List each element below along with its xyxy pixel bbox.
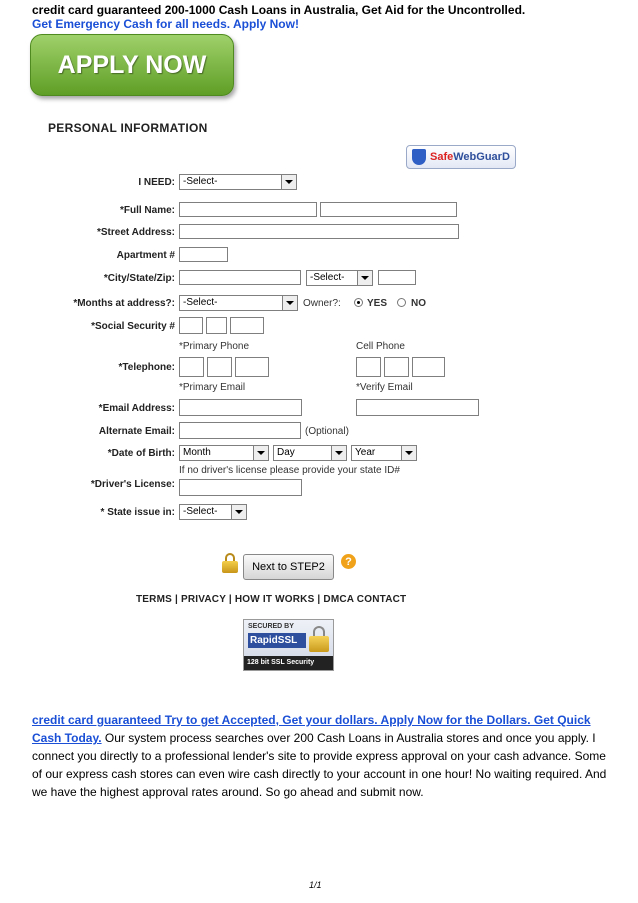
license-label: *Driver's License: <box>90 479 175 490</box>
page-title: credit card guaranteed 200-1000 Cash Loans in Australia, Get Aid for the Uncontrolled. <box>32 3 526 17</box>
street-label: *Street Address: <box>97 227 175 238</box>
telephone-label: *Telephone: <box>118 362 175 373</box>
help-icon[interactable]: ? <box>341 554 356 569</box>
chevron-down-icon <box>253 446 268 460</box>
verify-email-input[interactable] <box>356 399 479 416</box>
months-select[interactable] <box>179 295 298 311</box>
zip-input[interactable] <box>378 270 416 285</box>
ssl-line2: RapidSSL <box>248 633 306 648</box>
rapidssl-badge <box>243 619 334 671</box>
optional-hint: (Optional) <box>305 426 349 437</box>
phone-area-input[interactable] <box>179 357 204 377</box>
alt-email-input[interactable] <box>179 422 301 439</box>
street-input[interactable] <box>179 224 459 239</box>
shield-icon <box>412 149 426 165</box>
license-input[interactable] <box>179 479 302 496</box>
cell-prefix-input[interactable] <box>384 357 409 377</box>
safewebguard-badge <box>406 145 516 169</box>
months-value: -Select- <box>183 297 218 308</box>
apply-now-button[interactable]: APPLY NOW <box>30 34 234 96</box>
badge-text-2: WebGuarD <box>453 151 510 163</box>
first-name-input[interactable] <box>179 202 317 217</box>
full-name-label: *Full Name: <box>119 205 175 216</box>
owner-yes-label: YES <box>367 298 388 309</box>
email-label: *Email Address: <box>98 403 175 414</box>
dob-label: *Date of Birth: <box>107 448 175 459</box>
body-link[interactable]: credit card guaranteed Try to get Accepted, Get your dollars. Apply Now for the Dollars. Get Quick Cash Today. <box>32 713 591 745</box>
chevron-down-icon <box>282 296 297 310</box>
alt-email-label: Alternate Email: <box>98 426 175 437</box>
state-value: -Select- <box>310 272 345 283</box>
phone-line-input[interactable] <box>235 357 269 377</box>
padlock-icon <box>309 626 329 652</box>
dob-year-value: Year <box>355 447 376 458</box>
i-need-value: -Select- <box>183 176 218 187</box>
cell-area-input[interactable] <box>356 357 381 377</box>
state-select[interactable] <box>306 270 373 286</box>
i-need-select[interactable] <box>179 174 297 190</box>
footer-nav[interactable]: TERMS | PRIVACY | HOW IT WORKS | DMCA CONTACT <box>136 594 407 605</box>
dob-month-value: Month <box>183 447 211 458</box>
state-issue-label: * State issue in: <box>100 507 175 518</box>
ssn-label: *Social Security # <box>91 321 175 332</box>
apartment-label: Apartment # <box>116 250 175 261</box>
primary-email-hint: *Primary Email <box>179 382 246 393</box>
city-state-zip-label: *City/State/Zip: <box>103 273 175 284</box>
ssl-line1: SECURED BY <box>248 623 294 630</box>
city-input[interactable] <box>179 270 301 285</box>
body-text: Our system process searches over 200 Cash Loans in Australia stores and once you apply. I connect you directly to a professional lender's site to provide express approval on your cash advance. Some of our express cash stores can even wire cash directly to your account in one hour! No waiting required. And we have the highest approval rates around. So go ahead and submit now. <box>32 731 607 799</box>
ssn-part2-input[interactable] <box>206 317 227 334</box>
license-hint: If no driver's license please provide your state ID# <box>179 465 400 476</box>
phone-prefix-input[interactable] <box>207 357 232 377</box>
body-paragraph <box>32 711 608 801</box>
dob-year-select[interactable] <box>351 445 417 461</box>
chevron-down-icon <box>231 505 246 519</box>
chevron-down-icon <box>357 271 372 285</box>
dob-month-select[interactable] <box>179 445 269 461</box>
lock-icon <box>222 553 238 573</box>
i-need-label: I NEED: <box>138 177 175 188</box>
next-step-button[interactable]: Next to STEP2 <box>243 554 334 580</box>
email-input[interactable] <box>179 399 302 416</box>
section-title: PERSONAL INFORMATION <box>48 121 208 135</box>
owner-no-radio[interactable] <box>397 298 406 307</box>
ssn-part3-input[interactable] <box>230 317 264 334</box>
ssl-line3: 128 bit SSL Security <box>244 656 333 670</box>
verify-email-hint: *Verify Email <box>356 382 413 393</box>
badge-text-1: Safe <box>430 151 454 163</box>
emergency-cash-link[interactable]: Get Emergency Cash for all needs. Apply Now! <box>32 17 299 31</box>
cell-line-input[interactable] <box>412 357 445 377</box>
months-label: *Months at address?: <box>73 298 175 309</box>
state-issue-value: -Select- <box>183 506 218 517</box>
chevron-down-icon <box>401 446 416 460</box>
cell-phone-hint: Cell Phone <box>356 341 405 352</box>
primary-phone-hint: *Primary Phone <box>179 341 250 352</box>
chevron-down-icon <box>281 175 296 189</box>
page-number: 1/1 <box>309 880 322 890</box>
state-issue-select[interactable] <box>179 504 247 520</box>
owner-no-label: NO <box>411 298 426 309</box>
owner-yes-radio[interactable] <box>354 298 363 307</box>
chevron-down-icon <box>331 446 346 460</box>
owner-label: Owner?: <box>303 298 341 309</box>
last-name-input[interactable] <box>320 202 457 217</box>
dob-day-value: Day <box>277 447 295 458</box>
dob-day-select[interactable] <box>273 445 347 461</box>
ssn-part1-input[interactable] <box>179 317 203 334</box>
apartment-input[interactable] <box>179 247 228 262</box>
